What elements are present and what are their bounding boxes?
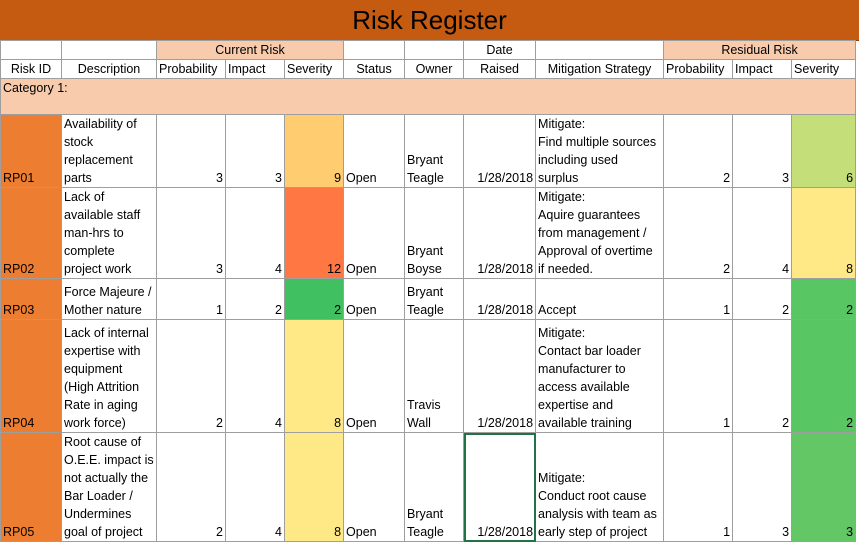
description-cell[interactable]: Lack of internal expertise with equipment (High Attrition Rate in aging work force) [62, 320, 157, 433]
mitigation-cell[interactable]: Accept [536, 279, 664, 320]
risk-row [1, 115, 856, 188]
description-header[interactable]: Description [62, 60, 157, 79]
severity-cell[interactable]: 8 [285, 320, 344, 433]
header-row-group [1, 41, 856, 60]
residual-probability-cell[interactable]: 2 [664, 115, 733, 188]
description-cell[interactable]: Force Majeure / Mother nature [62, 279, 157, 320]
date-raised-cell[interactable]: 1/28/2018 [464, 115, 536, 188]
severity-cell[interactable]: 8 [285, 433, 344, 542]
description-cell[interactable]: Lack of available staff man-hrs to complete project work [62, 188, 157, 279]
risk-row [1, 320, 856, 433]
residual-probability-cell[interactable]: 2 [664, 188, 733, 279]
probability-header[interactable]: Probability [157, 60, 226, 79]
residual-risk-header[interactable]: Residual Risk [664, 41, 856, 60]
residual-probability-cell[interactable]: 1 [664, 279, 733, 320]
risk-row [1, 188, 856, 279]
owner-header[interactable]: Owner [405, 60, 464, 79]
probability-cell[interactable]: 1 [157, 279, 226, 320]
owner-cell[interactable]: Bryant Teagle [405, 115, 464, 188]
date-raised-cell[interactable]: 1/28/2018 [464, 433, 536, 542]
risk-id-cell[interactable]: RP04 [1, 320, 62, 433]
current-risk-header[interactable]: Current Risk [157, 41, 344, 60]
severity-header[interactable]: Severity [285, 60, 344, 79]
impact-cell[interactable]: 4 [226, 320, 285, 433]
probability-cell[interactable]: 2 [157, 433, 226, 542]
probability-cell[interactable]: 2 [157, 320, 226, 433]
residual-probability-header[interactable]: Probability [664, 60, 733, 79]
status-cell[interactable]: Open [344, 433, 405, 542]
date-raised-cell[interactable]: 1/28/2018 [464, 188, 536, 279]
residual-probability-cell[interactable]: 1 [664, 320, 733, 433]
risk-id-cell[interactable]: RP05 [1, 433, 62, 542]
residual-severity-header[interactable]: Severity [792, 60, 856, 79]
risk-id-cell[interactable]: RP03 [1, 279, 62, 320]
residual-probability-cell[interactable]: 1 [664, 433, 733, 542]
residual-severity-cell[interactable]: 6 [792, 115, 856, 188]
owner-cell[interactable]: Travis Wall [405, 320, 464, 433]
date-raised-header-bottom[interactable]: Raised [464, 60, 536, 79]
impact-cell[interactable]: 4 [226, 188, 285, 279]
status-cell[interactable]: Open [344, 320, 405, 433]
risk-id-header[interactable]: Risk ID [1, 60, 62, 79]
category-label[interactable]: Category 1: [1, 79, 856, 115]
residual-severity-cell[interactable]: 2 [792, 279, 856, 320]
header-row-columns [1, 60, 856, 79]
severity-cell[interactable]: 9 [285, 115, 344, 188]
date-raised-cell[interactable]: 1/28/2018 [464, 279, 536, 320]
impact-cell[interactable]: 3 [226, 115, 285, 188]
residual-severity-cell[interactable]: 3 [792, 433, 856, 542]
impact-cell[interactable]: 4 [226, 433, 285, 542]
residual-impact-cell[interactable]: 3 [733, 433, 792, 542]
impact-cell[interactable]: 2 [226, 279, 285, 320]
residual-severity-cell[interactable]: 2 [792, 320, 856, 433]
residual-impact-header[interactable]: Impact [733, 60, 792, 79]
owner-cell[interactable]: Bryant Boyse [405, 188, 464, 279]
owner-cell[interactable]: Bryant Teagle [405, 279, 464, 320]
status-cell[interactable]: Open [344, 279, 405, 320]
mitigation-cell[interactable]: Mitigate: Aquire guarantees from management / Approval of overtime if needed. [536, 188, 664, 279]
probability-cell[interactable]: 3 [157, 188, 226, 279]
description-cell[interactable]: Root cause of O.E.E. impact is not actually the Bar Loader / Undermines goal of project [62, 433, 157, 542]
risk-rows [1, 115, 856, 542]
header-cell-blank[interactable] [62, 41, 157, 60]
severity-cell[interactable]: 2 [285, 279, 344, 320]
status-header[interactable]: Status [344, 60, 405, 79]
status-cell[interactable]: Open [344, 188, 405, 279]
risk-id-cell[interactable]: RP01 [1, 115, 62, 188]
impact-header[interactable]: Impact [226, 60, 285, 79]
date-raised-cell[interactable]: 1/28/2018 [464, 320, 536, 433]
probability-cell[interactable]: 3 [157, 115, 226, 188]
header-cell-blank[interactable] [405, 41, 464, 60]
severity-cell[interactable]: 12 [285, 188, 344, 279]
risk-register-table [0, 40, 856, 542]
mitigation-cell[interactable]: Mitigate: Contact bar loader manufacturer to access available expertise and available training [536, 320, 664, 433]
mitigation-cell[interactable]: Mitigate: Conduct root cause analysis with team as early step of project [536, 433, 664, 542]
mitigation-cell[interactable]: Mitigate: Find multiple sources including used surplus [536, 115, 664, 188]
risk-row [1, 433, 856, 542]
mitigation-header[interactable]: Mitigation Strategy [536, 60, 664, 79]
header-cell-blank[interactable] [344, 41, 405, 60]
risk-row [1, 279, 856, 320]
header-cell-blank[interactable] [1, 41, 62, 60]
risk-id-cell[interactable]: RP02 [1, 188, 62, 279]
header-cell-blank[interactable] [536, 41, 664, 60]
status-cell[interactable]: Open [344, 115, 405, 188]
category-row [1, 79, 856, 115]
sheet-title[interactable]: Risk Register [0, 0, 859, 41]
residual-impact-cell[interactable]: 4 [733, 188, 792, 279]
residual-impact-cell[interactable]: 3 [733, 115, 792, 188]
residual-severity-cell[interactable]: 8 [792, 188, 856, 279]
date-raised-header-top[interactable]: Date [464, 41, 536, 60]
description-cell[interactable]: Availability of stock replacement parts [62, 115, 157, 188]
residual-impact-cell[interactable]: 2 [733, 279, 792, 320]
residual-impact-cell[interactable]: 2 [733, 320, 792, 433]
owner-cell[interactable]: Bryant Teagle [405, 433, 464, 542]
